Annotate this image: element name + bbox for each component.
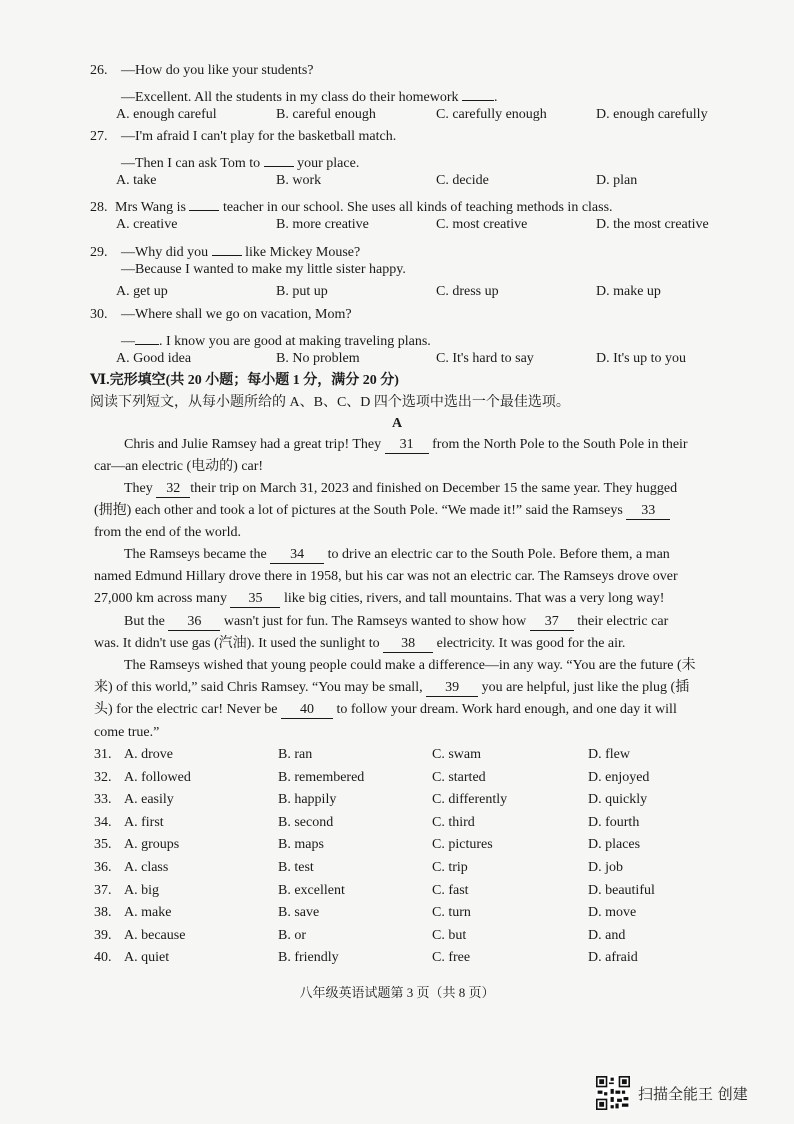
- option-c: C. most creative: [436, 217, 528, 232]
- option-d: D. the most creative: [596, 217, 709, 232]
- scanner-watermark: [596, 1076, 748, 1110]
- cloze-option-c: C. turn: [432, 905, 471, 921]
- cloze-number: 36.: [94, 860, 112, 875]
- blank-33: 33: [626, 503, 670, 520]
- blank-34: 34: [270, 547, 324, 564]
- cloze-option-c: C. differently: [432, 792, 508, 808]
- passage-line: named Edmund Hillary drove there in 1958, but his car was not an electric car. The Ramseys drove over: [94, 569, 678, 584]
- option-d: D. plan: [596, 173, 638, 188]
- option-b: B. more creative: [276, 217, 369, 232]
- cloze-option-b: B. ran: [278, 747, 313, 762]
- qr-code-icon: [596, 1076, 630, 1110]
- answer-blank: [189, 194, 219, 211]
- question-29-line2: —Because I wanted to make my little sister happy.: [121, 262, 406, 277]
- passage-line: (拥抱) each other and took a lot of pictures at the South Pole. “We made it!” said the Ramseys 33: [94, 502, 670, 520]
- option-b: B. careful enough: [276, 107, 376, 122]
- option-a: A. creative: [116, 217, 178, 232]
- question-30-line2: — . I know you are good at making traveling plans.: [121, 328, 431, 351]
- option-b: B. work: [276, 173, 322, 188]
- cloze-option-d: D. flew: [588, 747, 630, 762]
- cloze-option-d: D. job: [588, 860, 623, 875]
- cloze-number: 37.: [94, 882, 112, 898]
- option-a: A. take: [116, 173, 157, 188]
- cloze-option-c: C. but: [432, 927, 467, 943]
- cloze-option-c: C. fast: [432, 882, 469, 898]
- cloze-option-d: D. fourth: [588, 814, 640, 830]
- answer-blank: [462, 84, 494, 101]
- cloze-option-c: C. free: [432, 950, 471, 966]
- cloze-option-b: B. or: [278, 927, 306, 943]
- passage-line: Chris and Julie Ramsey had a great trip! They 31 from the North Pole to the South Pole in their: [124, 437, 688, 452]
- cloze-option-a: A. quiet: [124, 950, 170, 966]
- section-title: Ⅵ.完形填空(共 20 小题；每小题 1 分，满分 20 分): [90, 373, 399, 388]
- question-26: 26. —How do you like your students?: [90, 63, 314, 78]
- cloze-option-b: B. second: [278, 814, 334, 830]
- cloze-option-d: D. enjoyed: [588, 769, 650, 785]
- passage-line: was. It didn't use gas (汽油). It used the sunlight to 38 electricity. It was good for the air.: [94, 636, 626, 651]
- cloze-option-a: A. make: [124, 905, 172, 921]
- passage-line: 来) of this world,” said Chris Ramsey. “You may be small, 39 you are helpful, just like the plug (插: [94, 680, 690, 695]
- cloze-option-d: D. afraid: [588, 950, 638, 966]
- question-30: 30. —Where shall we go on vacation, Mom?: [90, 307, 352, 322]
- cloze-number: 32.: [94, 769, 112, 785]
- passage-line: come true.”: [94, 725, 160, 740]
- watermark-text: 扫描全能王 创建: [638, 1084, 748, 1103]
- page-footer: 八年级英语试题第 3 页（共 8 页）: [299, 985, 495, 1000]
- cloze-number: 39.: [94, 927, 112, 943]
- cloze-option-b: B. remembered: [278, 769, 365, 785]
- cloze-number: 34.: [94, 814, 112, 830]
- answer-blank: [264, 150, 294, 167]
- blank-38: 38: [383, 636, 433, 653]
- option-c: C. decide: [436, 173, 489, 188]
- cloze-option-a: A. because: [124, 927, 186, 943]
- cloze-option-b: B. test: [278, 860, 314, 875]
- cloze-option-b: B. excellent: [278, 882, 345, 898]
- answer-blank: [135, 328, 159, 345]
- option-b: B. put up: [276, 284, 328, 299]
- cloze-option-d: D. quickly: [588, 792, 648, 808]
- passage-line: car—an electric (电动的) car!: [94, 459, 264, 474]
- passage-line: The Ramseys wished that young people could make a difference—in any way. “You are the future (未: [124, 658, 696, 673]
- cloze-option-a: A. drove: [124, 747, 173, 762]
- blank-39: 39: [426, 680, 478, 697]
- question-26-line2: —Excellent. All the students in my class do their homework .: [121, 84, 498, 107]
- answer-blank: [212, 239, 242, 256]
- option-a: A. enough careful: [116, 107, 217, 122]
- cloze-option-c: C. started: [432, 769, 486, 785]
- cloze-option-a: A. easily: [124, 792, 174, 808]
- cloze-option-b: B. maps: [278, 837, 324, 853]
- passage-line: The Ramseys became the 34 to drive an electric car to the South Pole. Before them, a man: [124, 547, 670, 562]
- cloze-option-a: A. groups: [124, 837, 180, 853]
- cloze-option-c: C. third: [432, 814, 475, 830]
- passage-line: 27,000 km across many 35 like big cities, rivers, and tall mountains. That was a very long way!: [94, 591, 665, 606]
- passage-line: They 32 their trip on March 31, 2023 and finished on December 15 the same year. They hugged: [124, 481, 678, 496]
- option-c: C. dress up: [436, 284, 499, 299]
- blank-31: 31: [385, 437, 429, 454]
- question-27-line2: —Then I can ask Tom to your place.: [121, 150, 359, 173]
- option-d: D. make up: [596, 284, 661, 299]
- cloze-number: 33.: [94, 792, 112, 808]
- option-c: C. carefully enough: [436, 107, 547, 122]
- cloze-option-c: C. trip: [432, 860, 468, 875]
- cloze-option-c: C. pictures: [432, 837, 493, 853]
- cloze-option-d: D. move: [588, 905, 637, 921]
- question-27: 27. —I'm afraid I can't play for the basketball match.: [90, 129, 397, 144]
- cloze-option-d: D. places: [588, 837, 641, 853]
- blank-37: 37: [530, 614, 574, 631]
- blank-40: 40: [281, 702, 333, 719]
- cloze-option-d: D. and: [588, 927, 626, 943]
- option-a: A. get up: [116, 284, 168, 299]
- cloze-option-a: A. first: [124, 814, 164, 830]
- cloze-option-a: A. class: [124, 860, 169, 875]
- cloze-option-d: D. beautiful: [588, 882, 655, 898]
- blank-32: 32: [156, 481, 190, 498]
- option-b: B. No problem: [276, 351, 360, 366]
- cloze-option-a: A. followed: [124, 769, 191, 785]
- blank-35: 35: [230, 591, 280, 608]
- option-d: D. It's up to you: [596, 351, 687, 366]
- blank-36: 36: [168, 614, 220, 631]
- passage-line: 头) for the electric car! Never be 40 to follow your dream. Work hard enough, and one day it will: [94, 702, 677, 717]
- passage-label: A: [391, 416, 403, 431]
- cloze-number: 35.: [94, 837, 112, 853]
- option-d: D. enough carefully: [596, 107, 708, 122]
- question-28: 28. Mrs Wang is teacher in our school. She uses all kinds of teaching methods in class.: [90, 194, 613, 217]
- cloze-option-b: B. save: [278, 905, 320, 921]
- cloze-number: 38.: [94, 905, 112, 921]
- cloze-option-b: B. happily: [278, 792, 337, 808]
- option-c: C. It's hard to say: [436, 351, 534, 366]
- section-instruction: 阅读下列短文，从每小题所给的 A、B、C、D 四个选项中选出一个最佳选项。: [90, 395, 570, 410]
- cloze-option-b: B. friendly: [278, 950, 339, 966]
- passage-line: from the end of the world.: [94, 525, 241, 540]
- cloze-option-c: C. swam: [432, 747, 481, 762]
- option-a: A. Good idea: [116, 351, 192, 366]
- passage-line: But the 36 wasn't just for fun. The Ramseys wanted to show how 37 their electric car: [124, 614, 669, 629]
- cloze-number: 31.: [94, 747, 112, 762]
- question-29: 29. —Why did you like Mickey Mouse?: [90, 239, 360, 262]
- cloze-option-a: A. big: [124, 882, 159, 898]
- cloze-number: 40.: [94, 950, 112, 966]
